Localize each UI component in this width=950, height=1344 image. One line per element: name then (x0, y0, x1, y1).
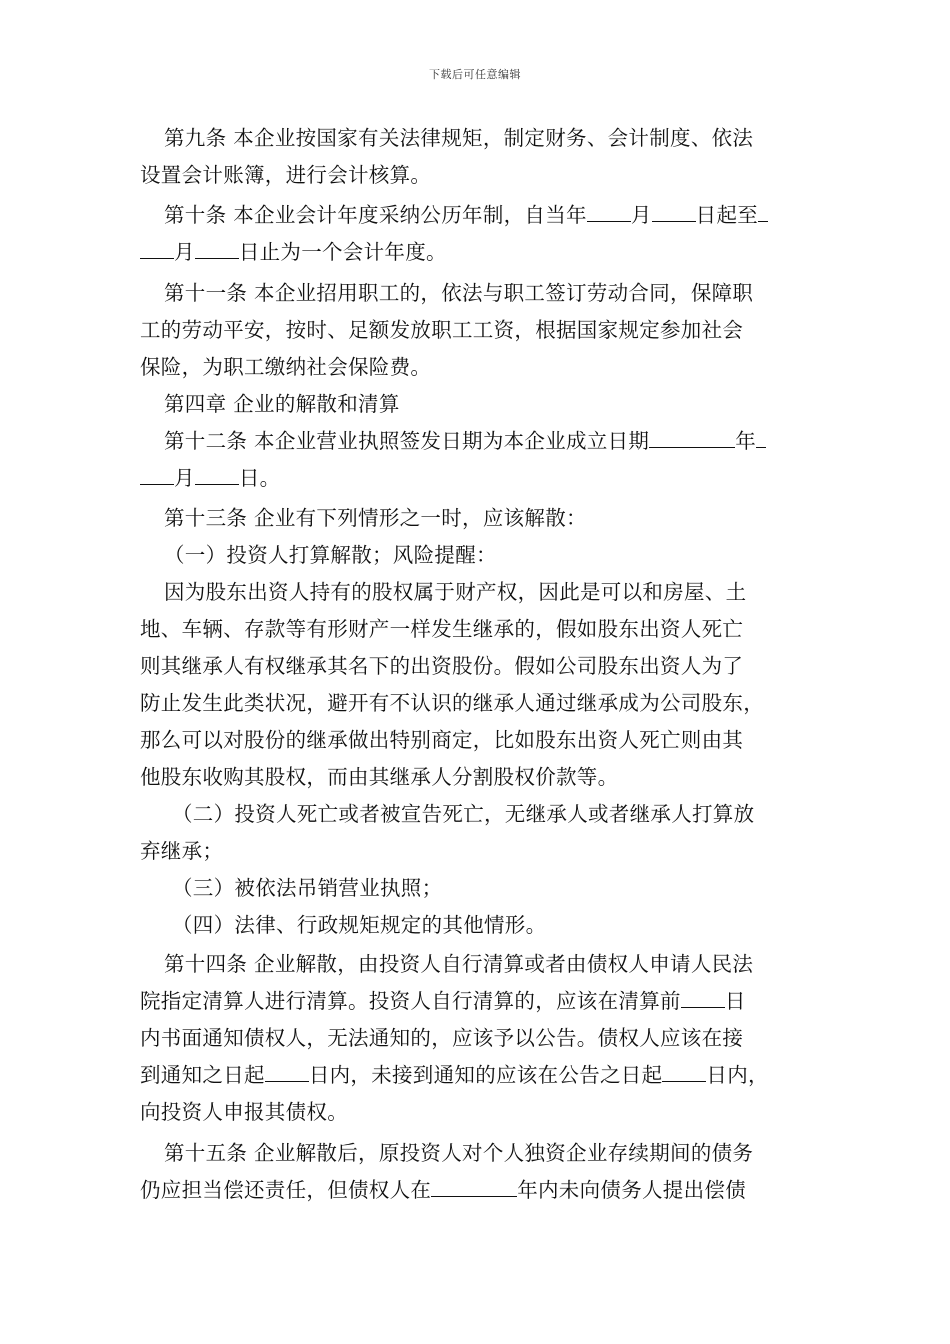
article-11-line-3: 保险，为职工缴纳社会保险费。 (140, 355, 432, 379)
blank-field (756, 446, 766, 448)
article-10-text-e: 日止为一个会计年度。 (238, 240, 447, 264)
blank-field (758, 220, 768, 222)
blank-field (195, 257, 239, 259)
article-14-line-2 (140, 983, 825, 1020)
article-12-text-a: 第十二条 本企业营业执照签发日期为本企业成立日期 (164, 429, 650, 453)
article-14-text-c: 到通知之日起 (140, 1063, 265, 1087)
risk-note-line-2: 地、车辆、存款等有形财产一样发生继承的，假如股东出资人死亡 (140, 617, 744, 641)
article-12-line-2 (140, 460, 825, 497)
risk-note-line-5: 那么可以对股份的继承做出特别商定，比如股东出资人死亡则由其 (140, 728, 744, 752)
article-14-text-e: 日内， (706, 1063, 769, 1087)
article-13-item-2-line-1: （二）投资人死亡或者被宣告死亡，无继承人或者继承人打算放 (172, 802, 755, 826)
chapter-4-heading: 第四章 企业的解散和清算 (164, 392, 400, 416)
blank-field (195, 483, 239, 485)
article-13-item-2-line-2: 弃继承； (140, 839, 224, 863)
article-14-text-d: 日内，未接到通知的应该在公告之日起 (308, 1063, 663, 1087)
article-11-line-2: 工的劳动平安，按时、足额发放职工工资，根据国家规定参加社会 (140, 318, 744, 342)
risk-note-line-1: 因为股东出资人持有的股权属于财产权，因此是可以和房屋、土 (164, 580, 747, 604)
article-13-line: 第十三条 企业有下列情形之一时，应该解散： (164, 506, 587, 530)
blank-field (431, 1195, 517, 1197)
blank-field (140, 257, 174, 259)
article-10-text-b: 月 (630, 203, 652, 227)
article-10-text-d: 月 (174, 240, 195, 264)
header-note: 下载后可任意编辑 (429, 68, 521, 81)
article-14-line-3: 内书面通知债权人，无法通知的，应该予以公告。债权人应该在接 (140, 1026, 744, 1050)
article-14-line-1: 第十四条 企业解散，由投资人自行清算或者由债权人申请人民法 (164, 952, 754, 976)
article-10-line-1 (140, 197, 825, 234)
risk-note-line-4: 防止发生此类状况，避开有不认识的继承人通过继承成为公司股东， (140, 691, 764, 715)
blank-field (140, 483, 174, 485)
article-14-line-5: 向投资人申报其债权。 (140, 1100, 348, 1124)
article-15-text-a: 仍应担当偿还责任，但债权人在 (140, 1178, 432, 1202)
blank-field (681, 1006, 725, 1008)
article-12-line-1 (140, 423, 825, 460)
blank-field (265, 1080, 309, 1082)
article-14-text-b: 日 (724, 989, 746, 1013)
article-10-text-a: 第十条 本企业会计年度采纳公历年制，自当年 (164, 203, 587, 227)
article-9-line-1: 第九条 本企业按国家有关法律规矩，制定财务、会计制度、依法 (164, 126, 754, 150)
article-13-item-3: （三）被依法吊销营业执照； (172, 876, 443, 900)
document-body (140, 120, 825, 1209)
blank-field (652, 220, 696, 222)
article-15-line-2 (140, 1172, 825, 1209)
article-10-line-2 (140, 234, 825, 271)
article-12-text-d: 日。 (238, 466, 281, 490)
blank-field (649, 446, 735, 448)
blank-field (587, 220, 631, 222)
article-13-item-1: （一）投资人打算解散；风险提醒： (164, 543, 497, 567)
article-14-line-4 (140, 1057, 825, 1094)
article-12-text-b: 年 (735, 429, 757, 453)
article-9-line-2: 设置会计账簿，进行会计核算。 (140, 163, 432, 187)
blank-field (662, 1080, 706, 1082)
risk-note-line-3: 则其继承人有权继承其名下的出资股份。假如公司股东出资人为了 (140, 654, 744, 678)
article-15-line-1: 第十五条 企业解散后，原投资人对个人独资企业存续期间的债务 (164, 1141, 754, 1165)
risk-note-line-6: 他股东收购其股权，而由其继承人分割股权价款等。 (140, 765, 619, 789)
article-14-text-a: 院指定清算人进行清算。投资人自行清算的，应该在清算前 (140, 989, 681, 1013)
article-10-text-c: 日起至 (695, 203, 759, 227)
article-15-text-b: 年内未向债务人提出偿债 (517, 1178, 747, 1202)
article-11-line-1: 第十一条 本企业招用职工的，依法与职工签订劳动合同，保障职 (164, 281, 754, 305)
article-12-text-c: 月 (174, 466, 195, 490)
article-13-item-4: （四）法律、行政规矩规定的其他情形。 (172, 913, 547, 937)
